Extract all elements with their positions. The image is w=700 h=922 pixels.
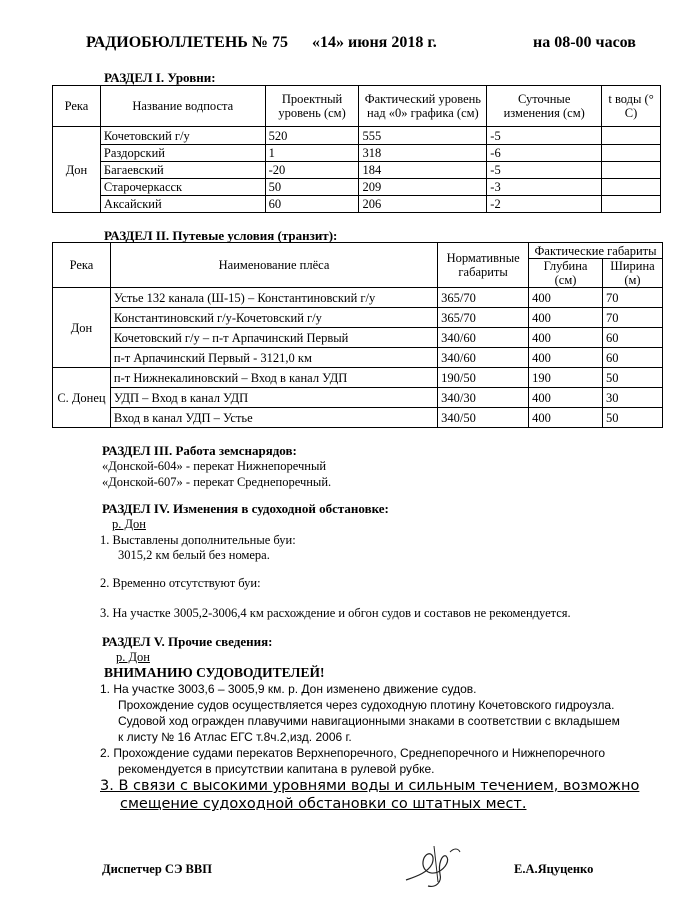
- change-item-detail: 3015,2 км белый без номера.: [118, 548, 270, 562]
- table-row: [53, 308, 663, 328]
- dredger-line: «Донской-604» - перекат Нижнепоречный: [102, 459, 327, 473]
- signer-name: Е.А.Яцуценко: [514, 862, 594, 876]
- width: 70: [602, 308, 662, 328]
- norm-dims: 340/60: [438, 328, 529, 348]
- bulletin-date: «14» июня 2018 г.: [312, 34, 437, 51]
- water-temp: [602, 127, 661, 145]
- width: 60: [602, 328, 662, 348]
- table-row: [53, 348, 663, 368]
- bulletin-title: РАДИОБЮЛЛЕТЕНЬ № 75: [86, 34, 288, 51]
- width: 50: [602, 408, 662, 428]
- reach-name: п-т Арпачинский Первый - 3121,0 км: [110, 348, 437, 368]
- section4-title: РАЗДЕЛ IV. Изменения в судоходной обстановке:: [102, 501, 389, 516]
- daily-change: -5: [487, 162, 602, 179]
- project-level: 50: [265, 179, 359, 196]
- note-line: Судовой ход огражден плавучими навигационными знаками в соответствии с вкладышем: [118, 714, 620, 728]
- note-line: 1. На участке 3003,6 – 3005,9 км. р. Дон изменено движение судов.: [100, 682, 477, 696]
- change-item: 3. На участке 3005,2-3006,4 км расхождение и обгон судов и составов не рекомендуется.: [100, 606, 571, 620]
- river-cell: С. Донец: [53, 368, 111, 428]
- signer-role: Диспетчер СЭ ВВП: [102, 862, 212, 876]
- norm-dims: 340/30: [438, 388, 529, 408]
- table-row: [53, 328, 663, 348]
- note-line: к листу № 16 Атлас ЕГС т.8ч.2,изд. 2006 г.: [118, 730, 352, 744]
- note-line: Прохождение судов осуществляется через судоходную плотину Кочетовского гидроузла.: [118, 698, 615, 712]
- section1-title: РАЗДЕЛ I. Уровни:: [104, 70, 216, 85]
- route-table: [52, 242, 663, 428]
- actual-level: 209: [359, 179, 487, 196]
- col-daily-change: Суточные изменения (см): [487, 86, 602, 127]
- col-actual-level: Фактический уровень над «0» графика (см): [359, 86, 487, 127]
- table-row: [53, 388, 663, 408]
- note-line: рекомендуется в присутствии капитана в рулевой рубке.: [118, 762, 435, 776]
- width: 70: [602, 288, 662, 308]
- col-post-name: Название водпоста: [100, 86, 265, 127]
- signature: [398, 842, 468, 892]
- daily-change: -6: [487, 145, 602, 162]
- water-temp: [602, 145, 661, 162]
- depth: 400: [529, 308, 603, 328]
- actual-level: 555: [359, 127, 487, 145]
- actual-level: 318: [359, 145, 487, 162]
- project-level: 520: [265, 127, 359, 145]
- norm-dims: 190/50: [438, 368, 529, 388]
- bulletin-time: на 08-00 часов: [533, 34, 636, 51]
- norm-dims: 340/60: [438, 348, 529, 368]
- water-temp: [602, 179, 661, 196]
- col-norm-dims: Нормативные габариты: [438, 243, 529, 288]
- reach-name: Константиновский г/у-Кочетовский г/у: [110, 308, 437, 328]
- table-row: [53, 127, 661, 145]
- table-row: [53, 162, 661, 179]
- note-line: 2. Прохождение судами перекатов Верхнепоречного, Среднепоречного и Нижнепоречного: [100, 746, 606, 760]
- actual-level: 184: [359, 162, 487, 179]
- section3-title: РАЗДЕЛ III. Работа земснарядов:: [102, 443, 297, 458]
- river-cell: Дон: [53, 127, 101, 213]
- reach-name: Кочетовский г/у – п-т Арпачинский Первый: [110, 328, 437, 348]
- warning-line: 3. В связи с высокими уровнями воды и сильным течением, возможно: [100, 778, 640, 794]
- levels-table: [52, 85, 661, 213]
- col-depth: Глубина (см): [529, 259, 603, 288]
- col-water-temp: t воды (° С): [602, 86, 661, 127]
- depth: 190: [529, 368, 603, 388]
- attention-heading: ВНИМАНИЮ СУДОВОДИТЕЛЕЙ!: [104, 665, 325, 680]
- post-name: Раздорский: [100, 145, 265, 162]
- river-cell: Дон: [53, 288, 111, 368]
- norm-dims: 365/70: [438, 308, 529, 328]
- daily-change: -2: [487, 196, 602, 213]
- table-row: [53, 145, 661, 162]
- depth: 400: [529, 288, 603, 308]
- section5-title: РАЗДЕЛ V. Прочие сведения:: [102, 634, 273, 649]
- depth: 400: [529, 388, 603, 408]
- col-fact-dims: Фактические габариты: [529, 243, 663, 259]
- norm-dims: 365/70: [438, 288, 529, 308]
- post-name: Аксайский: [100, 196, 265, 213]
- daily-change: -5: [487, 127, 602, 145]
- reach-name: п-т Нижнекалиновский – Вход в канал УДП: [110, 368, 437, 388]
- depth: 400: [529, 348, 603, 368]
- project-level: 1: [265, 145, 359, 162]
- change-item: 1. Выставлены дополнительные буи:: [100, 533, 296, 547]
- table-row: [53, 196, 661, 213]
- actual-level: 206: [359, 196, 487, 213]
- section2-title: РАЗДЕЛ II. Путевые условия (транзит):: [104, 228, 338, 243]
- depth: 400: [529, 408, 603, 428]
- reach-name: УДП – Вход в канал УДП: [110, 388, 437, 408]
- col-project-level: Проектный уровень (см): [265, 86, 359, 127]
- col-river: Река: [53, 86, 101, 127]
- table-row: [53, 368, 663, 388]
- water-temp: [602, 196, 661, 213]
- dredger-line: «Донской-607» - перекат Среднепоречный.: [102, 475, 332, 489]
- table-row: [53, 179, 661, 196]
- change-item: 2. Временно отсутствуют буи:: [100, 576, 261, 590]
- col-reach-name: Наименование плёса: [110, 243, 437, 288]
- project-level: -20: [265, 162, 359, 179]
- table-row: [53, 408, 663, 428]
- reach-name: Устье 132 канала (Ш-15) – Константиновский г/у: [110, 288, 437, 308]
- depth: 400: [529, 328, 603, 348]
- post-name: Старочеркасск: [100, 179, 265, 196]
- norm-dims: 340/50: [438, 408, 529, 428]
- width: 50: [602, 368, 662, 388]
- river-label: р. Дон: [116, 650, 150, 664]
- width: 60: [602, 348, 662, 368]
- table-row: [53, 288, 663, 308]
- warning-line: смещение судоходной обстановки со штатных мест.: [120, 796, 527, 812]
- col-width: Ширина (м): [602, 259, 662, 288]
- project-level: 60: [265, 196, 359, 213]
- water-temp: [602, 162, 661, 179]
- col-river: Река: [53, 243, 111, 288]
- reach-name: Вход в канал УДП – Устье: [110, 408, 437, 428]
- daily-change: -3: [487, 179, 602, 196]
- post-name: Кочетовский г/у: [100, 127, 265, 145]
- river-label: р. Дон: [112, 517, 146, 531]
- post-name: Багаевский: [100, 162, 265, 179]
- width: 30: [602, 388, 662, 408]
